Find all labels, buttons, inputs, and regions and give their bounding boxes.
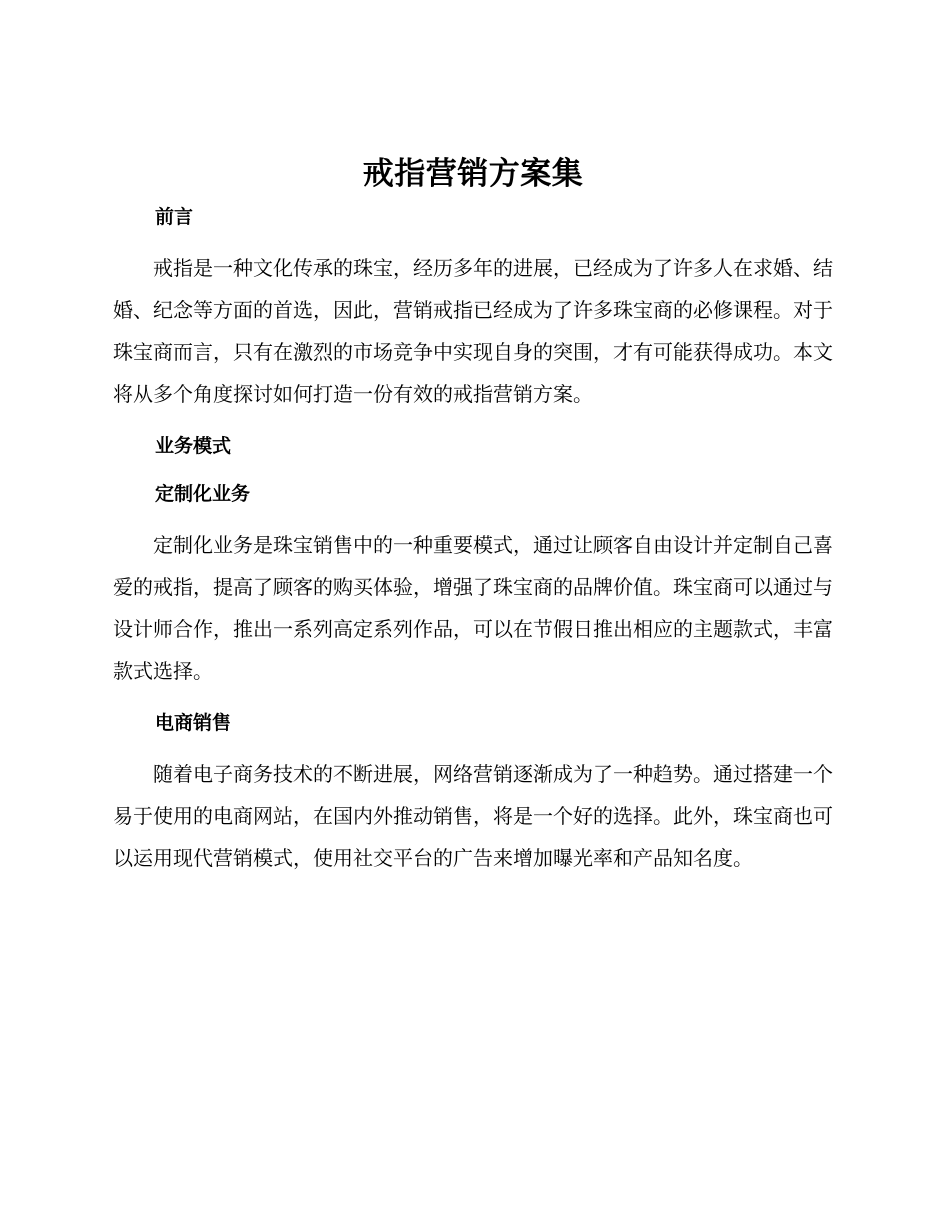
document-title: 戒指营销方案集 xyxy=(362,156,584,192)
ecommerce-paragraph: 随着电子商务技术的不断进展，网络营销逐渐成为了一种趋势。通过搭建一个易于使用的电商网站，在国内外推动销售，将是一个好的选择。此外，珠宝商也可以运用现代营销模式，使用社交平台的广告来增加曝光率和产品知名度。 xyxy=(113,762,833,870)
document-body xyxy=(113,150,833,886)
section-heading-preface: 前言 xyxy=(155,206,194,228)
section-heading-customization: 定制化业务 xyxy=(155,483,251,505)
section-heading-business-model: 业务模式 xyxy=(155,435,232,457)
customization-paragraph: 定制化业务是珠宝销售中的一种重要模式，通过让顾客自由设计并定制自己喜爱的戒指，提高了顾客的购买体验，增强了珠宝商的品牌价值。珠宝商可以通过与设计师合作，推出一系列高定系列作品，可以在节假日推出相应的主题款式，丰富款式选择。 xyxy=(113,533,833,683)
section-heading-ecommerce: 电商销售 xyxy=(155,712,232,734)
preface-paragraph: 戒指是一种文化传承的珠宝，经历多年的进展，已经成为了许多人在求婚、结婚、纪念等方面的首选，因此，营销戒指已经成为了许多珠宝商的必修课程。对于珠宝商而言，只有在激烈的市场竞争中实现自身的突围，才有可能获得成功。本文将从多个角度探讨如何打造一份有效的戒指营销方案。 xyxy=(113,256,833,406)
